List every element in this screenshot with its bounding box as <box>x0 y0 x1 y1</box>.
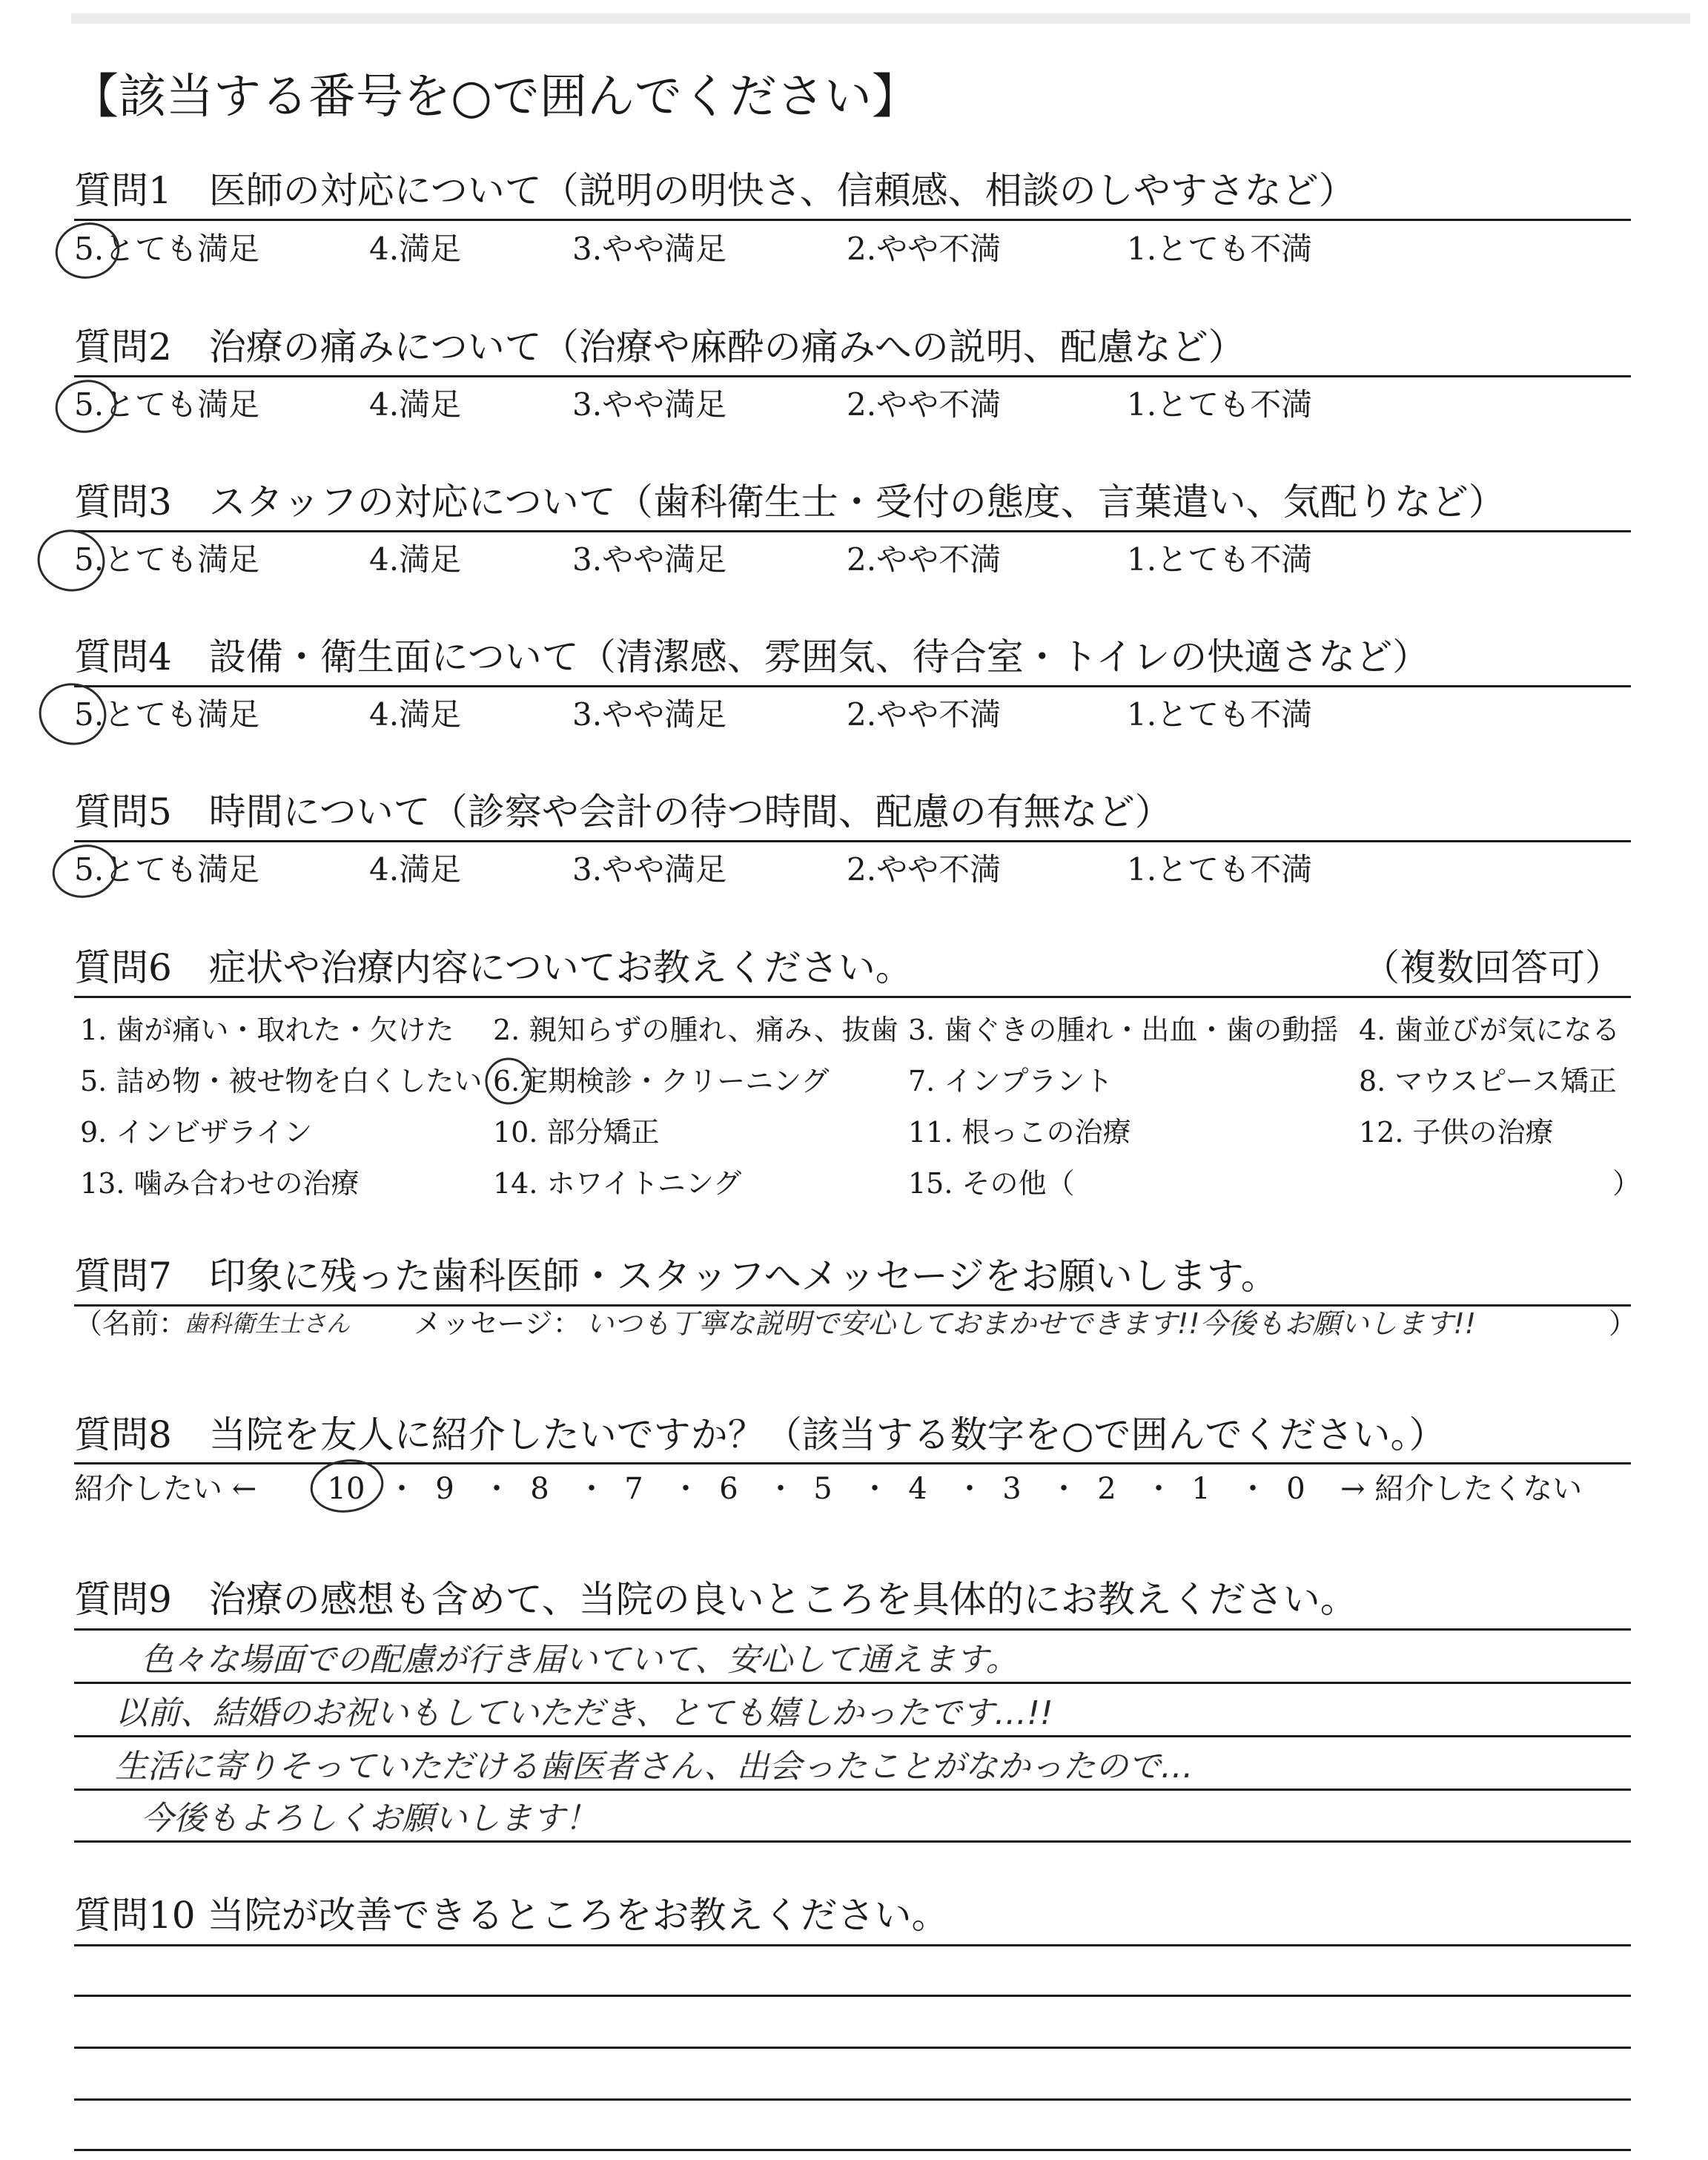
q8-score-6[interactable]: 6 <box>719 1472 738 1506</box>
q8-score-4[interactable]: 4 <box>908 1472 927 1506</box>
q4-option-2[interactable]: 2.やや不満 <box>847 696 1002 733</box>
q2-option-4[interactable]: 4.満足 <box>369 386 462 423</box>
q6-option-2[interactable]: 2. 親知らずの腫れ、痛み、抜歯 <box>493 1014 898 1046</box>
q6-option-11[interactable]: 11. 根っこの治療 <box>908 1116 1131 1149</box>
q8-separator: ・ <box>671 1472 701 1506</box>
q9-answer-line-4[interactable]: 今後もよろしくお願いします！ <box>141 1800 598 1837</box>
q7-message-label: メッセージ： <box>414 1307 581 1340</box>
q3-selected-circle <box>35 526 107 594</box>
q8-separator: ・ <box>1144 1472 1174 1506</box>
q1-option-2[interactable]: 2.やや不満 <box>847 231 1002 267</box>
q8-separator: ・ <box>387 1472 417 1506</box>
q1-title: 質問1 医師の対応について（説明の明快さ、信頼感、相談のしやすさなど） <box>74 169 1356 212</box>
q3-title: 質問3 スタッフの対応について（歯科衛生士・受付の態度、言葉遣い、気配りなど） <box>74 480 1506 524</box>
q4-selected-circle <box>36 679 110 749</box>
q7-name-value[interactable]: 歯科衛生士さん <box>184 1309 351 1338</box>
q5-option-1[interactable]: 1.とても不満 <box>1127 851 1313 888</box>
q6-option-3[interactable]: 3. 歯ぐきの腫れ・出血・歯の動揺 <box>908 1014 1339 1046</box>
q8-score-8[interactable]: 8 <box>530 1472 549 1506</box>
q6-option-6[interactable]: 6.定期検診・クリーニング <box>493 1065 830 1097</box>
q1-option-3[interactable]: 3.やや満足 <box>572 231 727 267</box>
q3-option-3[interactable]: 3.やや満足 <box>572 541 727 578</box>
q8-score-7[interactable]: 7 <box>624 1472 643 1506</box>
q6-option-7[interactable]: 7. インプラント <box>908 1065 1113 1097</box>
q2-option-5[interactable]: 5.とても満足 <box>74 386 260 423</box>
q8-score-10[interactable]: 10 <box>327 1472 365 1506</box>
q8-separator: ・ <box>955 1472 984 1506</box>
q6-option-4[interactable]: 4. 歯並びが気になる <box>1359 1014 1621 1046</box>
q5-option-3[interactable]: 3.やや満足 <box>572 851 727 888</box>
q8-score-0[interactable]: 0 <box>1286 1472 1305 1506</box>
q8-score-9[interactable]: 9 <box>435 1472 454 1506</box>
q2-title: 質問2 治療の痛みについて（治療や麻酔の痛みへの説明、配慮など） <box>74 326 1245 369</box>
q6-multiple-answers-note: （複数回答可） <box>1363 946 1622 989</box>
q3-option-2[interactable]: 2.やや不満 <box>847 541 1002 578</box>
q1-option-5[interactable]: 5.とても満足 <box>74 231 260 267</box>
q3-option-4[interactable]: 4.満足 <box>369 541 462 578</box>
q8-title: 質問8 当院を友人に紹介したいですか？（該当する数字を○で囲んでください。） <box>74 1413 1446 1456</box>
q8-right-label: → 紹介したくない <box>1340 1472 1583 1506</box>
q6-option-10[interactable]: 10. 部分矯正 <box>493 1116 660 1149</box>
q4-option-1[interactable]: 1.とても不満 <box>1127 696 1313 733</box>
q8-score-1[interactable]: 1 <box>1191 1472 1211 1506</box>
q10-title: 質問10 当院が改善できるところをお教えください。 <box>74 1894 949 1937</box>
q2-selected-circle <box>53 377 120 437</box>
q7-title: 質問7 印象に残った歯科医師・スタッフへメッセージをお願いします。 <box>74 1255 1278 1298</box>
q4-option-3[interactable]: 3.やや満足 <box>572 696 727 733</box>
q8-separator: ・ <box>1049 1472 1079 1506</box>
q5-option-2[interactable]: 2.やや不満 <box>847 851 1002 888</box>
q3-option-1[interactable]: 1.とても不満 <box>1127 541 1313 578</box>
q5-option-4[interactable]: 4.満足 <box>369 851 462 888</box>
q6-title: 質問6 症状や治療内容についてお教えください。 <box>74 946 913 989</box>
form-header: 【該当する番号を○で囲んでください】 <box>71 70 919 125</box>
q7-name-label: （名前： <box>74 1307 188 1340</box>
q6-selected-circle <box>486 1059 531 1103</box>
q9-title: 質問9 治療の感想も含めて、当院の良いところを具体的にお教えください。 <box>74 1578 1357 1621</box>
q1-selected-circle <box>51 218 123 283</box>
q8-score-5[interactable]: 5 <box>813 1472 833 1506</box>
q6-option-12[interactable]: 12. 子供の治療 <box>1359 1116 1554 1149</box>
q9-answer-line-3[interactable]: 生活に寄りそっていただける歯医者さん、出会ったことがなかったので… <box>115 1748 1194 1786</box>
q6-other-close-paren: ） <box>1612 1167 1641 1200</box>
q8-separator: ・ <box>577 1472 606 1506</box>
q2-option-1[interactable]: 1.とても不満 <box>1127 386 1313 423</box>
q5-option-5[interactable]: 5.とても満足 <box>74 851 260 888</box>
q9-answer-line-2[interactable]: 以前、結婚のお祝いもしていただき、とても嬉しかったです…!! <box>115 1694 1053 1732</box>
q8-left-label: 紹介したい ← <box>74 1472 257 1506</box>
q8-score-3[interactable]: 3 <box>1002 1472 1022 1506</box>
q2-option-3[interactable]: 3.やや満足 <box>572 386 727 423</box>
q7-close-paren: ） <box>1609 1307 1638 1340</box>
q8-separator: ・ <box>1238 1472 1268 1506</box>
q6-option-1[interactable]: 1. 歯が痛い・取れた・欠けた <box>80 1014 454 1046</box>
q6-option-8[interactable]: 8. マウスピース矯正 <box>1359 1065 1617 1097</box>
q1-option-1[interactable]: 1.とても不満 <box>1127 231 1313 267</box>
q9-answer-line-1[interactable]: 色々な場面での配慮が行き届いていて、安心して通えます。 <box>141 1641 1019 1679</box>
q8-score-2[interactable]: 2 <box>1097 1472 1116 1506</box>
q2-option-2[interactable]: 2.やや不満 <box>847 386 1002 423</box>
q6-option-14[interactable]: 14. ホワイトニング <box>493 1167 742 1200</box>
q5-title: 質問5 時間について（診察や会計の待つ時間、配慮の有無など） <box>74 790 1172 833</box>
q8-selected-circle <box>308 1456 386 1516</box>
q1-option-4[interactable]: 4.満足 <box>369 231 462 267</box>
q8-separator: ・ <box>766 1472 795 1506</box>
q8-separator: ・ <box>860 1472 890 1506</box>
q4-title: 質問4 設備・衛生面について（清潔感、雰囲気、待合室・トイレの快適さなど） <box>74 635 1430 678</box>
q8-separator: ・ <box>482 1472 512 1506</box>
q6-option-15-other[interactable]: 15. その他（ <box>908 1167 1075 1200</box>
q6-option-5[interactable]: 5. 詰め物・被せ物を白くしたい <box>80 1065 483 1097</box>
q6-option-9[interactable]: 9. インビザライン <box>80 1116 313 1149</box>
q6-option-13[interactable]: 13. 噛み合わせの治療 <box>80 1167 360 1200</box>
q3-option-5[interactable]: 5.とても満足 <box>74 541 260 578</box>
q7-message-value[interactable]: いつも丁寧な説明で安心しておまかせできます!!今後もお願いします!! <box>586 1307 1476 1340</box>
q4-option-4[interactable]: 4.満足 <box>369 696 462 733</box>
q5-selected-circle <box>50 841 120 902</box>
q4-option-5[interactable]: 5.とても満足 <box>74 696 260 733</box>
